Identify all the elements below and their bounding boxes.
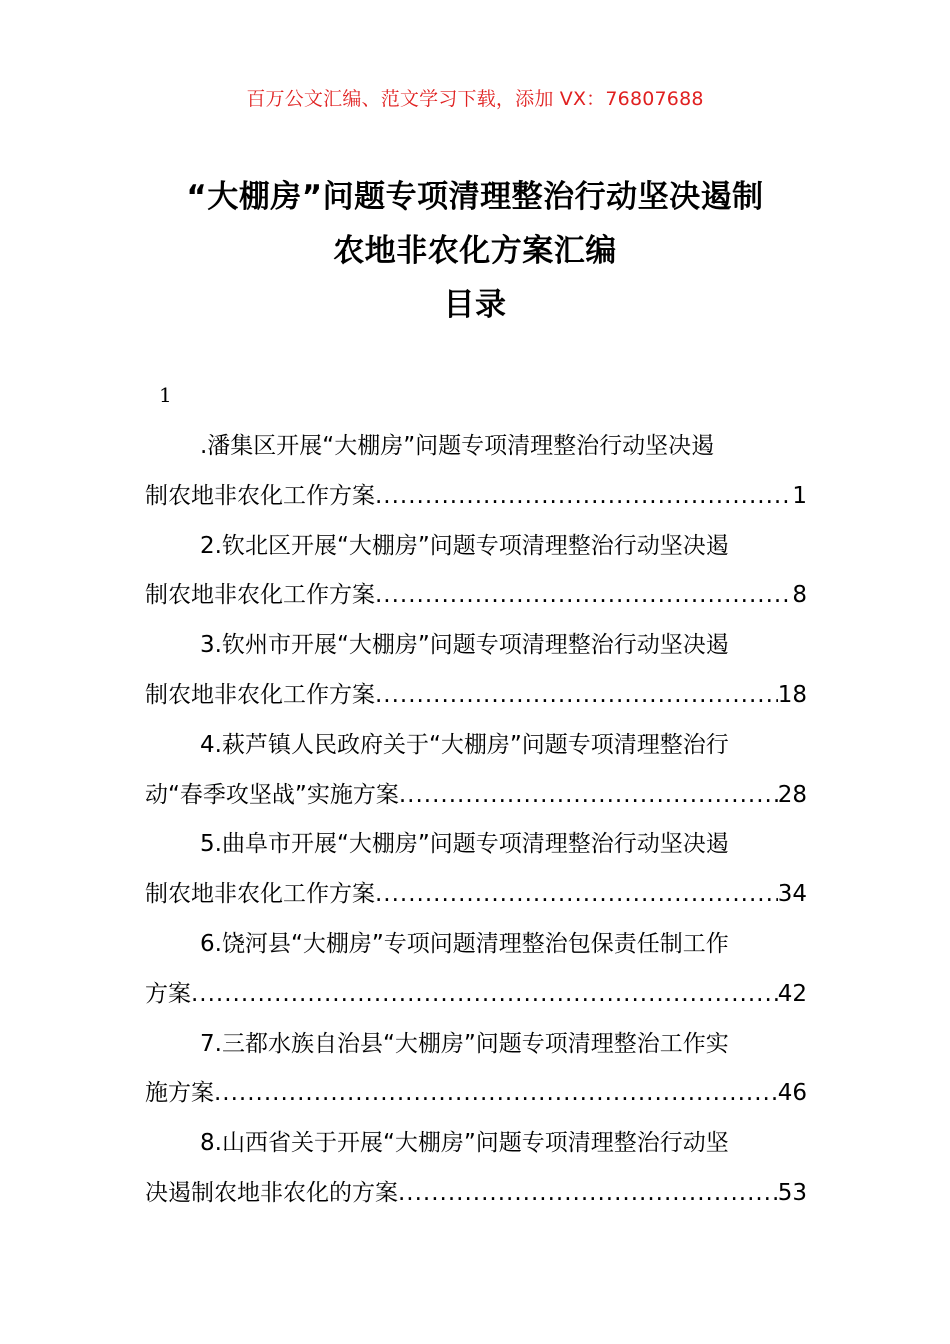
toc-page-number: 8 [792, 582, 807, 609]
title-line-3-contents: 目录 [443, 287, 507, 323]
toc-entry-4[interactable] [145, 721, 807, 821]
toc-entry-title: 4.萩芦镇人民政府关于“大棚房”问题专项清理整治行 [200, 731, 729, 758]
toc-entry-title-cont: 动“春季攻坚战”实施方案 [145, 781, 399, 808]
document-title [0, 170, 950, 332]
toc-entry-title-cont: 制农地非农化工作方案 [145, 681, 375, 708]
toc-page-number: 46 [777, 1080, 807, 1107]
toc-entry-title: 5.曲阜市开展“大棚房”问题专项清理整治行动坚决遏 [200, 831, 729, 858]
title-line-2: 农地非农化方案汇编 [333, 233, 617, 269]
toc-entry-title: 7.三都水族自治县“大棚房”问题专项清理整治工作实 [200, 1030, 729, 1057]
leader-dots [398, 1169, 778, 1219]
toc-entry-title-cont: 制农地非农化工作方案 [145, 881, 375, 908]
leader-dots [399, 771, 778, 821]
toc-entry-1[interactable] [145, 422, 807, 522]
toc-entry-7[interactable] [145, 1020, 807, 1120]
title-line-1: “大棚房”问题专项清理整治行动坚决遏制 [186, 179, 764, 215]
toc-entry-8[interactable] [145, 1119, 807, 1219]
toc-entry-3[interactable] [145, 621, 807, 721]
leader-dots [375, 472, 792, 522]
toc-entry-title-cont: 方案 [145, 980, 191, 1007]
toc-entry-title: 8.山西省关于开展“大棚房”问题专项清理整治行动坚 [200, 1130, 729, 1157]
stray-number: 1 [159, 383, 172, 407]
toc-page-number: 28 [777, 781, 807, 808]
toc-entry-title-cont: 制农地非农化工作方案 [145, 582, 375, 609]
toc-entry-6[interactable] [145, 920, 807, 1020]
toc-page-number: 42 [777, 980, 807, 1007]
leader-dots [214, 1069, 778, 1119]
leader-dots [375, 671, 778, 721]
toc-entry-title: 3.钦州市开展“大棚房”问题专项清理整治行动坚决遏 [200, 632, 729, 659]
toc-entry-title: 2.钦北区开展“大棚房”问题专项清理整治行动坚决遏 [200, 532, 729, 559]
toc-entry-title-cont: 决遏制农地非农化的方案 [145, 1179, 398, 1206]
toc-entry-title-cont: 施方案 [145, 1080, 214, 1107]
leader-dots [191, 970, 778, 1020]
table-of-contents [145, 378, 807, 1219]
toc-page-number: 34 [777, 881, 807, 908]
toc-entry-title-cont: 制农地非农化工作方案 [145, 482, 375, 509]
toc-page-number: 53 [777, 1179, 807, 1206]
leader-dots [375, 571, 792, 621]
toc-entry-title: .潘集区开展“大棚房”问题专项清理整治行动坚决遏 [200, 433, 715, 459]
leader-dots [375, 870, 778, 920]
toc-entry-title: 6.饶河县“大棚房”专项问题清理整治包保责任制工作 [200, 930, 729, 957]
toc-page-number: 18 [777, 681, 807, 708]
toc-entry-2[interactable] [145, 522, 807, 622]
watermark-header: 百万公文汇编、范文学习下载，添加 VX：76807688 [246, 88, 704, 110]
toc-page-number: 1 [792, 482, 807, 509]
toc-entry-5[interactable] [145, 820, 807, 920]
